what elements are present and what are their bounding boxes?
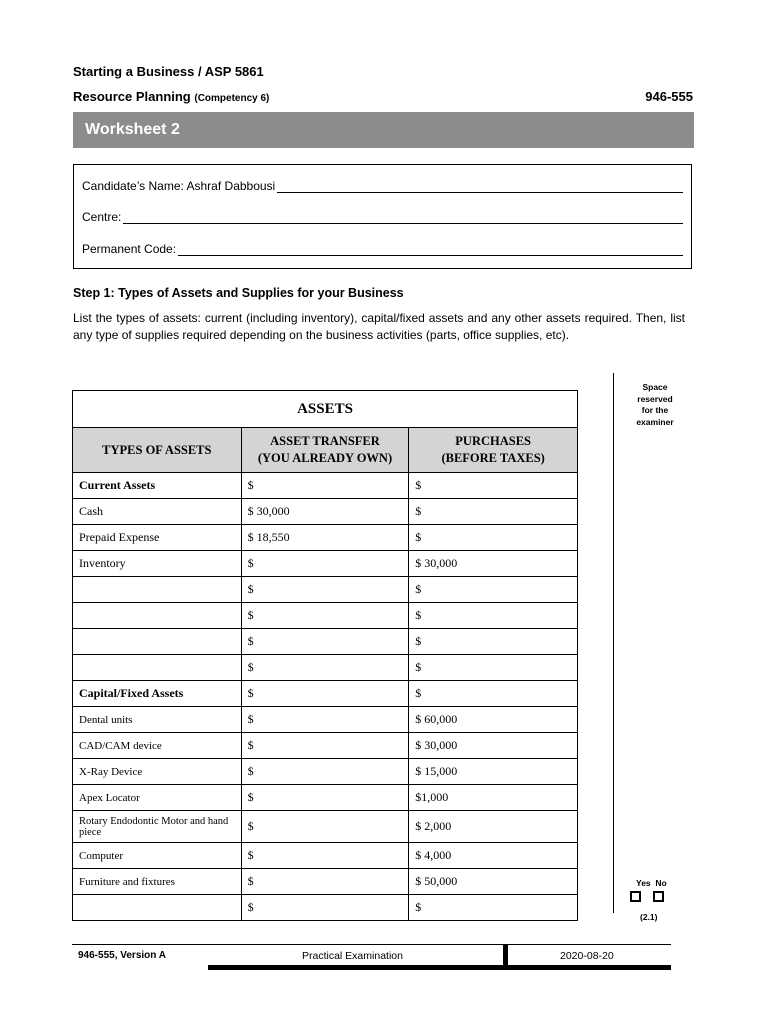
purchase-cell[interactable]: $ <box>409 629 578 655</box>
centre-label: Centre: <box>82 210 122 224</box>
asset-transfer-cell[interactable]: $ <box>241 707 409 733</box>
purchase-cell[interactable]: $ <box>409 525 578 551</box>
centre-line[interactable] <box>82 210 683 224</box>
footer-date: 2020-08-20 <box>560 950 614 962</box>
yes-checkbox[interactable] <box>630 891 641 902</box>
candidate-name-line[interactable] <box>82 179 683 193</box>
purchase-cell[interactable]: $ <box>409 895 578 921</box>
asset-type-cell[interactable]: X-Ray Device <box>73 759 242 785</box>
yes-no-checkboxes <box>617 891 677 902</box>
assets-title: ASSETS <box>73 391 578 428</box>
purchase-cell[interactable]: $ <box>409 681 578 707</box>
asset-type-cell[interactable]: Current Assets <box>73 473 242 499</box>
purchase-cell[interactable]: $ <box>409 655 578 681</box>
purchase-cell[interactable]: $ 4,000 <box>409 843 578 869</box>
asset-transfer-cell[interactable]: $ <box>241 655 409 681</box>
purchase-cell[interactable]: $ <box>409 603 578 629</box>
asset-transfer-cell[interactable]: $ 18,550 <box>241 525 409 551</box>
purchase-cell[interactable]: $ 30,000 <box>409 733 578 759</box>
centre-field[interactable] <box>123 211 683 224</box>
table-row <box>73 681 578 707</box>
asset-transfer-cell[interactable]: $ <box>241 785 409 811</box>
asset-transfer-cell[interactable]: $ <box>241 577 409 603</box>
table-row <box>73 869 578 895</box>
permanent-code-label: Permanent Code: <box>82 242 177 256</box>
examiner-note-line: for the <box>641 405 669 415</box>
course-code: 946-555 <box>645 89 693 104</box>
candidate-info-box <box>73 164 692 269</box>
table-row <box>73 551 578 577</box>
asset-transfer-cell[interactable]: $ <box>241 603 409 629</box>
no-label: No <box>655 878 667 888</box>
table-row <box>73 473 578 499</box>
competency-label: (Competency 6) <box>194 93 270 104</box>
footer-bar <box>208 965 671 970</box>
assets-table <box>72 390 578 921</box>
asset-transfer-cell[interactable]: $ <box>241 551 409 577</box>
table-row <box>73 843 578 869</box>
examiner-divider <box>613 373 614 913</box>
candidate-name-field[interactable] <box>277 180 683 193</box>
purchase-cell[interactable]: $1,000 <box>409 785 578 811</box>
purchase-cell[interactable]: $ 50,000 <box>409 869 578 895</box>
candidate-name-label: Candidate’s Name: Ashraf Dabbousi <box>82 179 276 193</box>
asset-type-cell[interactable] <box>73 577 242 603</box>
asset-type-cell[interactable]: CAD/CAM device <box>73 733 242 759</box>
asset-transfer-cell[interactable]: $ <box>241 681 409 707</box>
table-row <box>73 759 578 785</box>
asset-type-cell[interactable]: Capital/Fixed Assets <box>73 681 242 707</box>
purchases-header-line1: PURCHASES <box>455 434 531 448</box>
asset-type-cell[interactable]: Furniture and fixtures <box>73 869 242 895</box>
asset-transfer-cell[interactable]: $ <box>241 811 409 843</box>
asset-type-cell[interactable]: Computer <box>73 843 242 869</box>
examiner-note-line: reserved <box>637 393 673 404</box>
examiner-note <box>626 382 684 428</box>
asset-transfer-cell[interactable]: $ <box>241 895 409 921</box>
asset-type-cell[interactable]: Apex Locator <box>73 785 242 811</box>
transfer-header-line2: (YOU ALREADY OWN) <box>257 451 393 465</box>
table-row <box>73 499 578 525</box>
purchase-cell[interactable]: $ <box>409 499 578 525</box>
table-row <box>73 603 578 629</box>
asset-transfer-cell[interactable]: $ <box>241 733 409 759</box>
permanent-code-line[interactable] <box>82 242 683 256</box>
table-row <box>73 577 578 603</box>
asset-transfer-cell[interactable]: $ <box>241 759 409 785</box>
col-purchases-header <box>409 428 578 473</box>
asset-transfer-cell[interactable]: $ <box>241 869 409 895</box>
table-row <box>73 707 578 733</box>
asset-type-cell[interactable]: Prepaid Expense <box>73 525 242 551</box>
examiner-note-line: examiner <box>636 416 674 427</box>
transfer-header-line1: ASSET TRANSFER <box>270 434 380 448</box>
examiner-note-line: Space <box>642 382 668 392</box>
purchase-cell[interactable]: $ <box>409 577 578 603</box>
yes-label: Yes <box>636 878 651 888</box>
worksheet-title: Worksheet 2 <box>85 121 180 138</box>
col-transfer-header <box>241 428 409 473</box>
module-name: Resource Planning <box>73 89 191 104</box>
yes-no-labels <box>636 878 667 888</box>
asset-type-cell[interactable] <box>73 603 242 629</box>
assets-title-row <box>73 391 578 428</box>
permanent-code-field[interactable] <box>178 243 683 256</box>
table-header-row <box>73 428 578 473</box>
col-types-header: TYPES OF ASSETS <box>73 428 242 473</box>
no-checkbox[interactable] <box>653 891 664 902</box>
asset-transfer-cell[interactable]: $ <box>241 843 409 869</box>
footer-separator <box>503 945 508 966</box>
purchases-header-line2: (BEFORE TAXES) <box>441 451 545 465</box>
asset-type-cell[interactable] <box>73 655 242 681</box>
footer-rule <box>72 944 671 945</box>
purchase-cell[interactable]: $ 15,000 <box>409 759 578 785</box>
purchase-cell[interactable]: $ 2,000 <box>409 811 578 843</box>
asset-transfer-cell[interactable]: $ <box>241 473 409 499</box>
purchase-cell[interactable]: $ 60,000 <box>409 707 578 733</box>
table-row <box>73 629 578 655</box>
asset-type-cell[interactable]: Dental units <box>73 707 242 733</box>
asset-transfer-cell[interactable]: $ 30,000 <box>241 499 409 525</box>
footer-exam: Practical Examination <box>302 950 403 962</box>
asset-type-cell[interactable]: Inventory <box>73 551 242 577</box>
step-title: Step 1: Types of Assets and Supplies for your Business <box>73 286 404 300</box>
table-row <box>73 655 578 681</box>
table-row <box>73 785 578 811</box>
asset-type-cell[interactable] <box>73 629 242 655</box>
asset-transfer-cell[interactable]: $ <box>241 629 409 655</box>
purchase-cell[interactable]: $ <box>409 473 578 499</box>
table-row <box>73 733 578 759</box>
criterion-number: (2.1) <box>640 912 658 922</box>
table-row <box>73 895 578 921</box>
footer-version: 946-555, Version A <box>78 950 167 961</box>
course-title: Starting a Business / ASP 5861 <box>73 64 264 79</box>
table-row <box>73 811 578 843</box>
purchase-cell[interactable]: $ 30,000 <box>409 551 578 577</box>
module-title <box>73 89 269 104</box>
asset-type-cell[interactable]: Rotary Endodontic Motor and hand piece <box>73 811 242 843</box>
asset-type-cell[interactable]: Cash <box>73 499 242 525</box>
table-row <box>73 525 578 551</box>
asset-type-cell[interactable] <box>73 895 242 921</box>
worksheet-banner <box>73 112 694 148</box>
step-description: List the types of assets: current (including inventory), capital/fixed assets and any other assets required. Then, list any type of supplies required depending on the business activities (parts, office supplies, etc). <box>73 311 685 342</box>
